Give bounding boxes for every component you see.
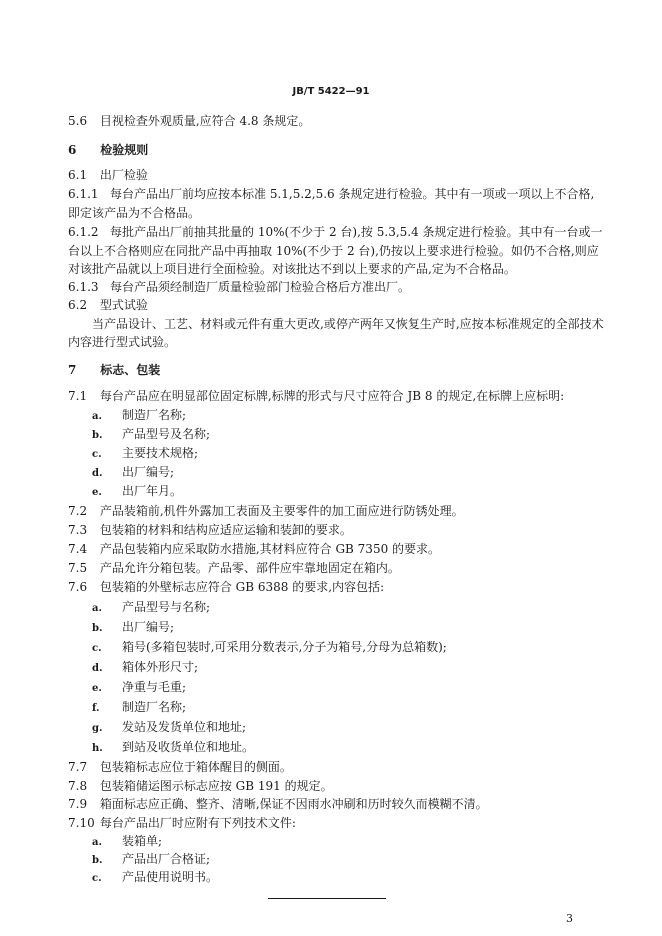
list-item: b. 产品型号及名称; <box>92 427 211 441</box>
document-header: JB/T 5422—91 <box>292 86 370 97</box>
clause-7-3: 7.3 包装箱的材料和结构应适应运输和装卸的要求。 <box>68 523 352 537</box>
section-heading-6: 6 检验规则 <box>68 143 149 157</box>
clause-7-7: 7.7 包装箱标志应位于箱体醒目的侧面。 <box>68 760 292 774</box>
clause-6-2-text-2: 内容进行型式试验。 <box>68 335 177 349</box>
page-number: 3 <box>566 912 573 925</box>
section-heading-7: 7 标志、包装 <box>68 363 161 377</box>
clause-6-2: 6.2 型式试验 <box>68 298 148 312</box>
list-item: c. 产品使用说明书。 <box>92 870 219 884</box>
clause-6-1-2-cont-1: 台以上不合格则应在同批产品中再抽取 10%(不少于 2 台),仍按以上要求进行检验。如仍不合格,则应 <box>68 244 599 258</box>
clause-5-6: 5.6 目视检查外观质量,应符合 4.8 条规定。 <box>68 114 311 128</box>
list-item: b. 出厂编号; <box>92 620 175 634</box>
clause-7-10: 7.10 每台产品出厂时应附有下列技术文件: <box>68 816 296 830</box>
list-item: a. 装箱单; <box>92 834 163 848</box>
clause-6-2-text-1: 当产品设计、工艺、材料或元件有重大更改,或停产两年又恢复生产时,应按本标准规定的全部技术 <box>92 317 604 331</box>
clause-7-6: 7.6 包装箱的外壁标志应符合 GB 6388 的要求,内容包括: <box>68 580 385 594</box>
clause-7-4: 7.4 产品包装箱内应采取防水措施,其材料应符合 GB 7350 的要求。 <box>68 542 441 556</box>
clause-7-2: 7.2 产品装箱前,机件外露加工表面及主要零件的加工面应进行防锈处理。 <box>68 504 464 518</box>
list-item: e. 净重与毛重; <box>92 680 187 694</box>
list-item: a. 制造厂名称; <box>92 408 187 422</box>
list-item: a. 产品型号与名称; <box>92 600 211 614</box>
clause-7-1: 7.1 每台产品应在明显部位固定标牌,标牌的形式与尺寸应符合 JB 8 的规定,在标牌上应标明: <box>68 389 565 403</box>
clause-6-1-2: 6.1.2 每批产品出厂前抽其批量的 10%(不少于 2 台),按 5.3,5.4 条规定进行检验。其中有一台或一 <box>68 225 603 239</box>
clause-6-1-3: 6.1.3 每台产品须经制造厂质量检验部门检验合格后方准出厂。 <box>68 280 411 294</box>
clause-7-5: 7.5 产品允许分箱包装。产品零、部件应牢靠地固定在箱内。 <box>68 561 400 575</box>
list-item: d. 箱体外形尺寸; <box>92 660 199 674</box>
list-item: f. 制造厂名称; <box>92 700 187 714</box>
list-item: e. 出厂年月。 <box>92 484 183 498</box>
list-item: h. 到站及收货单位和地址。 <box>92 740 255 754</box>
clause-6-1-2-cont-2: 对该批产品就以上项目进行全面检验。对该批达不到以上要求的产品,定为不合格品。 <box>68 262 516 276</box>
clause-7-8: 7.8 包装箱储运图示标志应按 GB 191 的规定。 <box>68 779 333 793</box>
list-item: g. 发站及发货单位和地址; <box>92 720 247 734</box>
list-item: c. 主要技术规格; <box>92 446 199 460</box>
list-item: b. 产品出厂合格证; <box>92 852 211 866</box>
clause-7-9: 7.9 箱面标志应正确、整齐、清晰,保证不因雨水冲刷和历时较久而模糊不清。 <box>68 797 488 811</box>
clause-6-1: 6.1 出厂检验 <box>68 168 148 182</box>
clause-6-1-1-cont: 即定该产品为不合格品。 <box>68 206 201 220</box>
end-rule-divider <box>268 898 386 899</box>
clause-6-1-1: 6.1.1 每台产品出厂前均应按本标准 5.1,5.2,5.6 条规定进行检验。其中有一项或一项以上不合格, <box>68 187 595 201</box>
list-item: c. 箱号(多箱包装时,可采用分数表示,分子为箱号,分母为总箱数); <box>92 640 447 654</box>
list-item: d. 出厂编号; <box>92 465 175 479</box>
